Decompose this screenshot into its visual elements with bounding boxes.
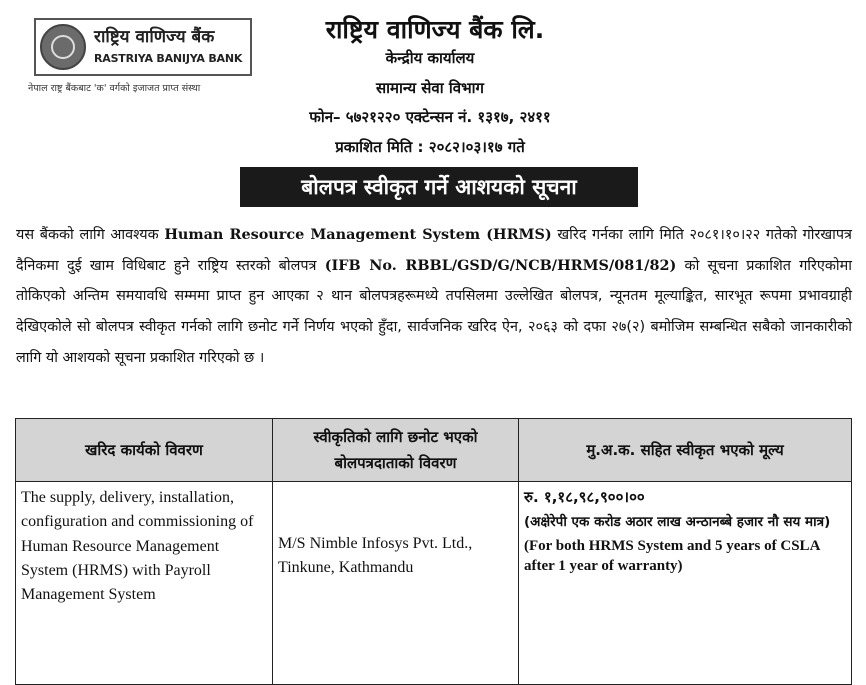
- logo-tagline: नेपाल राष्ट्र बैंकबाट 'क' वर्गको इजाजत प्राप्त संस्था: [28, 83, 201, 94]
- paragraph-text-2: खरिद गर्नका लागि मिति २०८१।१०।२२ गतेको गोरखापत्र दैनिकमा दुई खाम विधिबाट हुने राष्ट्रिय स्तरको बोलपत्र: [16, 227, 852, 274]
- procurement-description: The supply, delivery, installation, configuration and commissioning of Human Resource Management System (HRMS) with Payroll Management System: [16, 482, 273, 685]
- selected-bidder: M/S Nimble Infosys Pvt. Ltd., Tinkune, Kathmandu: [273, 482, 519, 685]
- logo-name-nepali: राष्ट्रिय वाणिज्य बैंक: [94, 27, 215, 47]
- approved-amount: रु. १,१८,९८,९००।००: [524, 488, 645, 506]
- header-procurement-description: खरिद कार्यको विवरण: [16, 419, 273, 482]
- published-date: प्रकाशित मिति : २०८२।०३।१७ गते: [335, 138, 525, 156]
- paragraph-text-3: को सूचना प्रकाशित गरिएकोमा तोकिएको अन्तिम समयावधि सम्ममा प्राप्त हुन आएका २ थान बोलपत्रहरूमध्ये तपसिलमा उल्लेखित बोलपत्र, न्यूनतम मूल्याङ्कित, सारभूत रूपमा प्रभावग्राही देखिएकोले सो बोलपत्र स्वीकृत गर्नको लागि छनोट गर्ने निर्णय भएको हुँदा, सार्वजनिक खरिद ऐन, २०६३ को दफा २७(२) बमोजिम सम्बन्धित सबैको जानकारीको लागि यो आशयको सूचना प्रकाशित गरिएको छ ।: [16, 257, 852, 366]
- award-table: [15, 418, 852, 685]
- bank-logo: [34, 18, 252, 76]
- logo-name-english: RASTRIYA BANIJYA BANK: [94, 52, 243, 65]
- department-heading: सामान्य सेवा विभाग: [376, 79, 484, 97]
- bank-seal-icon: [40, 24, 86, 70]
- paragraph-text-1: यस बैंकको लागि आवश्यक: [16, 227, 165, 243]
- notice-paragraph: [16, 220, 852, 374]
- header-selected-bidder: स्वीकृतिको लागि छनोट भएको बोलपत्रदाताको विवरण: [273, 419, 519, 482]
- amount-note: (For both HRMS System and 5 years of CSLA after 1 year of warranty): [524, 538, 820, 574]
- bank-name-heading: राष्ट्रिय वाणिज्य बैंक लि.: [325, 15, 545, 44]
- header-approved-amount: मु.अ.क. सहित स्वीकृत भएको मूल्य: [519, 419, 852, 482]
- paragraph-bold-system: Human Resource Management System (HRMS): [164, 226, 552, 243]
- phone-line: फोन– ५७२१२२० एक्टेन्सन नं. १३१७, २४११: [309, 108, 551, 126]
- office-heading: केन्द्रीय कार्यालय: [385, 49, 475, 67]
- table-row: [16, 482, 852, 685]
- table-header-row: [16, 419, 852, 482]
- amount-in-words: (अक्षेरेपी एक करोड अठार लाख अन्ठानब्बे हजार नौ सय मात्र): [524, 514, 831, 530]
- paragraph-bold-ifb: (IFB No. RBBL/GSD/G/NCB/HRMS/081/82): [324, 256, 677, 274]
- approved-amount-cell: [519, 482, 852, 685]
- notice-title: बोलपत्र स्वीकृत गर्ने आशयको सूचना: [240, 167, 638, 207]
